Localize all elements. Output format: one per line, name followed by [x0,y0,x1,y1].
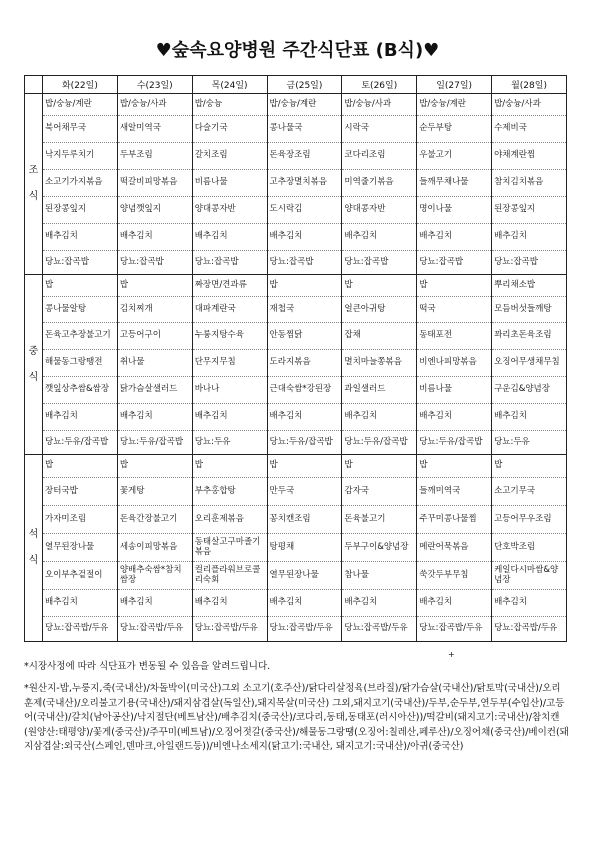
page-title: ♥숲속요양병원 주간식단표 (B식)♥ [155,40,440,61]
day-menu-cell [117,455,192,642]
menu-item: 배추김치 [342,590,416,617]
menu-item: 명이나물 [417,197,491,224]
menu-item: 시락국 [342,116,416,143]
day-menu-cell [417,275,492,455]
day-menu-cell [417,94,492,275]
menu-item: 오리훈제볶음 [193,506,267,534]
menu-item: 밥 [43,455,117,478]
menu-item: 양념깻잎지 [118,197,192,224]
day-menu-cell [192,94,267,275]
menu-item: 콩나물국 [268,116,342,143]
menu-item: 컬리플라워브로콜리숙회 [193,562,267,590]
menu-item: 돈육고추장불고기 [43,323,117,350]
menu-item: 밥 [43,275,117,297]
menu-item: 된장콩잎지 [43,197,117,224]
menu-item: 밥 [492,455,566,478]
day-menu-cell [342,275,417,455]
day-header: 화(22일) [43,76,118,94]
menu-item: 북어채무국 [43,116,117,143]
menu-item: 참치김치볶음 [492,170,566,197]
menu-item: 단호박조림 [492,534,566,562]
menu-item: 배추김치 [268,224,342,251]
menu-item: 미역줄기볶음 [342,170,416,197]
menu-item: 배추김치 [193,224,267,251]
menu-item: 얼큰아귀탕 [342,297,416,323]
menu-item: 배추김치 [193,404,267,431]
menu-item: 잡채 [342,323,416,350]
menu-item: 당뇨:잡곡밥 [344,256,389,267]
origin-notice: *원산지-밥,누룽지,죽(국내산)/차돌박이(미국산)그외 소고기(호주산)/닭다리살정육(브라질)/닭가슴살(국내산)/닭토막(국내산)/오리훈제(국내산)/오리불고기용(국내산)/돼지삼겹살(독일산),돼지목살(미국산) 그외,돼지고기(국내산)/두부,순두부,연두부(수입산)/고등어(국내산)/갈치(남아공산)/낙지절단(베트남산)/배추김치(중국산)/코다리,동태,동태포(러시아산))/떡갈비(돼지고기:국내산)/참치캔(원양산:태평양)/꽃게(중국산)/주꾸미(베트남)/오징어젓갈(중국산)/해물동그랑땡(오징어:칠레산,페루산)/오징어채(중국산)/베이컨(돼지삼겹살:외국산(스페인,덴마크,아일랜드등))/비엔나소세지(닭고기:국내산, 돼지고기:국내산)/아귀(중국산) [24,683,569,752]
menu-item: 바나나 [193,377,267,404]
menu-item: 오징어무생채무침 [492,350,566,377]
menu-item: 밥/숭늉/계란 [43,94,117,116]
menu-item: 밥/숭늉 [193,94,267,116]
menu-item: 두부조림 [118,143,192,170]
menu-item: 밥 [417,455,491,478]
menu-item: 돈육불고기 [342,506,416,534]
menu-item: 당뇨:잡곡밥 [494,256,538,267]
menu-item: 양대콩자반 [193,197,267,224]
menu-item: 깻잎상추쌈&쌈장 [43,377,117,404]
menu-item: 당뇨:잡곡밥/두유 [119,623,184,634]
menu-item: 과일샐러드 [342,377,416,404]
day-menu-cell [492,455,567,642]
menu-item: 밥/숭늉/계란 [417,94,491,116]
day-menu-cell [267,275,342,455]
menu-item: 배추김치 [118,224,192,251]
menu-item: 배추김치 [342,404,416,431]
day-menu-cell [43,275,118,455]
menu-item: 배추김치 [492,404,566,431]
change-notice: *시장사정에 따라 식단표가 변동될 수 있음을 알려드립니다. [24,661,271,672]
menu-item: 쑥갓두부무침 [417,562,491,590]
menu-item: 돈육장조림 [268,143,342,170]
meal-row [25,455,567,642]
weekly-menu-table [24,75,567,642]
menu-item: 배추김치 [417,404,491,431]
menu-item: 배추김치 [417,590,491,617]
menu-item: 당뇨:잡곡밥/두유 [494,623,558,634]
day-header: 토(26일) [342,76,417,94]
menu-item: 해물동그랑땡전 [43,350,117,377]
menu-item: 짜장면/견과류 [193,275,267,297]
menu-item: 밥 [118,455,192,478]
menu-item: 들깨미역국 [417,478,491,506]
menu-item: 양배추숙쌈*참치쌈장 [118,562,192,590]
menu-item: 배추김치 [118,404,192,431]
menu-item: 케일다시마쌈&양념장 [492,562,566,590]
day-menu-cell [342,94,417,275]
menu-item: 닭가슴살샐러드 [118,377,192,404]
menu-item: 배추김치 [268,590,342,617]
menu-item: 밥 [193,455,267,478]
menu-item: 취나물 [118,350,192,377]
day-menu-cell [417,455,492,642]
menu-item: 모듬버섯들깨탕 [492,297,566,323]
menu-item: 떡갈비피망볶음 [118,170,192,197]
menu-item: 오이부추겉절이 [43,562,117,590]
menu-item: 도시락김 [268,197,342,224]
menu-item: 열무된장나물 [268,562,342,590]
menu-item: 밥/숭늉/사과 [118,94,192,116]
meal-row [25,275,567,455]
menu-item: 다슬기국 [193,116,267,143]
menu-item: 돈육간장불고기 [118,506,192,534]
menu-item: 고등어무우조림 [492,506,566,534]
menu-item: 배추김치 [43,224,117,251]
menu-item: 안동찜닭 [268,323,342,350]
menu-item: 구운김&양념장 [492,377,566,404]
menu-item: 배추김치 [417,224,491,251]
header-corner [25,76,43,94]
menu-item: 당뇨:잡곡밥/두유 [194,623,258,634]
menu-item: 야채계란찜 [492,143,566,170]
menu-item: 밥 [342,275,416,297]
day-menu-cell [267,455,342,642]
menu-item: 멸치마늘쫑볶음 [342,350,416,377]
menu-item: 당뇨:두유 [494,436,530,447]
header-row [25,76,567,94]
menu-item: 밥 [268,455,342,478]
menu-item: 단무지무침 [193,350,267,377]
menu-item: 비름나물 [417,377,491,404]
menu-item: 메란어묵볶음 [417,534,491,562]
menu-item: 당뇨:잡곡밥/두유 [269,623,333,634]
day-menu-cell [492,275,567,455]
stray-mark: + [448,650,455,659]
day-menu-cell [43,94,118,275]
menu-item: 참나물 [342,562,416,590]
menu-item: 당뇨:잡곡밥 [45,256,89,267]
meal-label: 중 식 [25,275,43,455]
menu-item: 근대숙쌈*강된장 [268,377,342,404]
menu-item: 당뇨:잡곡밥/두유 [45,623,109,634]
menu-item: 세송이피망볶음 [118,534,192,562]
menu-item: 밥/숭늉/사과 [342,94,416,116]
menu-item: 비엔나피망볶음 [417,350,491,377]
menu-item: 배추김치 [43,404,117,431]
menu-item: 수제비국 [492,116,566,143]
menu-item: 배추김치 [193,590,267,617]
menu-item: 소고기가지볶음 [43,170,117,197]
menu-item: 탕평채 [268,534,342,562]
menu-item: 배추김치 [118,590,192,617]
menu-item: 배추김치 [342,224,416,251]
menu-item: 배추김치 [492,224,566,251]
menu-item: 당뇨:잡곡밥 [119,256,164,267]
day-header: 금(25일) [267,76,342,94]
menu-item: 당뇨:두유/잡곡밥 [269,436,333,447]
day-menu-cell [192,455,267,642]
menu-item: 열무된장나물 [43,534,117,562]
menu-item: 밥 [268,275,342,297]
menu-item: 양대콩자반 [342,197,416,224]
menu-item: 동태살고구마졸기볶음 [193,534,267,562]
menu-item: 당뇨:잡곡밥 [269,256,314,267]
menu-item: 비름나물 [193,170,267,197]
day-menu-cell [492,94,567,275]
menu-item: 가자미조림 [43,506,117,534]
menu-item: 당뇨:두유/잡곡밥 [119,436,184,447]
menu-item: 꽈리초돈육조림 [492,323,566,350]
menu-item: 두부구이&양념장 [342,534,416,562]
day-header: 일(27일) [417,76,492,94]
menu-item: 당뇨:잡곡밥/두유 [419,623,483,634]
day-header: 월(28일) [492,76,567,94]
menu-item: 밥 [118,275,192,297]
menu-item: 재첩국 [268,297,342,323]
menu-item: 떡국 [417,297,491,323]
menu-item: 순두부탕 [417,116,491,143]
menu-item: 꽃게탕 [118,478,192,506]
menu-item: 뿌리채소밥 [492,275,566,297]
menu-item: 누룽지탕수육 [193,323,267,350]
menu-item: 대파계란국 [193,297,267,323]
menu-item: 고추장멸치볶음 [268,170,342,197]
day-menu-cell [192,275,267,455]
menu-item: 주꾸미콩나물찜 [417,506,491,534]
menu-item: 당뇨:잡곡밥/두유 [344,623,408,634]
menu-item: 만두국 [268,478,342,506]
menu-item: 꽁치캔조림 [268,506,342,534]
menu-item: 당뇨:잡곡밥 [194,256,239,267]
meal-row [25,94,567,275]
menu-item: 당뇨:잡곡밥 [419,256,464,267]
menu-item: 갈치조림 [193,143,267,170]
day-menu-cell [43,455,118,642]
menu-item: 감자국 [342,478,416,506]
menu-item: 당뇨:두유/잡곡밥 [419,436,483,447]
meal-label: 조 식 [25,94,43,275]
menu-item: 당뇨:두유 [194,436,231,447]
menu-item: 밥/숭늉/계란 [268,94,342,116]
menu-item: 코다리조림 [342,143,416,170]
menu-item: 밥 [417,275,491,297]
menu-item: 동태포전 [417,323,491,350]
day-header: 수(23일) [117,76,192,94]
menu-item: 배추김치 [492,590,566,617]
menu-item: 우불고기 [417,143,491,170]
menu-item: 장터국밥 [43,478,117,506]
day-menu-cell [117,94,192,275]
menu-item: 밥 [342,455,416,478]
menu-item: 소고기무국 [492,478,566,506]
menu-item: 배추김치 [43,590,117,617]
menu-item: 고등어구이 [118,323,192,350]
day-menu-cell [117,275,192,455]
menu-item: 들깨무채나물 [417,170,491,197]
menu-item: 밥/숭늉/사과 [492,94,566,116]
meal-label: 석 식 [25,455,43,642]
menu-item: 김치찌개 [118,297,192,323]
menu-item: 된장콩잎지 [492,197,566,224]
menu-item: 당뇨:두유/잡곡밥 [45,436,109,447]
day-menu-cell [267,94,342,275]
day-menu-cell [342,455,417,642]
menu-item: 새알미역국 [118,116,192,143]
menu-item: 당뇨:두유/잡곡밥 [344,436,408,447]
menu-item: 부추홍합탕 [193,478,267,506]
menu-item: 배추김치 [268,404,342,431]
menu-item: 도라지볶음 [268,350,342,377]
menu-item: 낙지두루치기 [43,143,117,170]
day-header: 목(24일) [192,76,267,94]
menu-item: 콩나물알탕 [43,297,117,323]
